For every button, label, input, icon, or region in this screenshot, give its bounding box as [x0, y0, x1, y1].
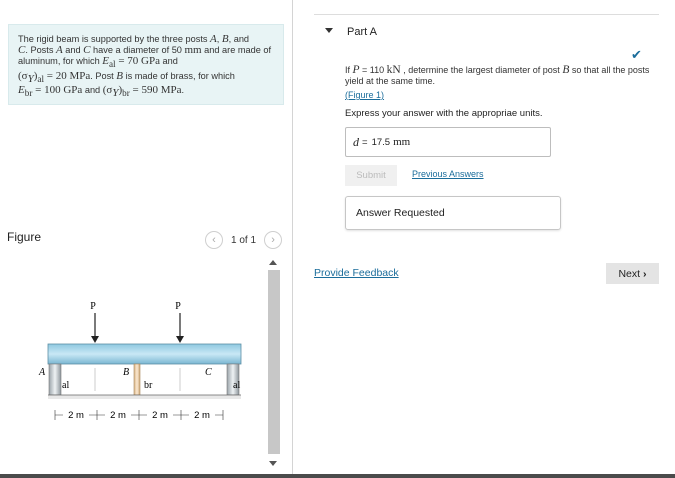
problem-text: . Posts	[25, 45, 56, 56]
chevron-right-icon[interactable]: ›	[264, 231, 282, 249]
value-Ebr: = 100 GPa	[32, 84, 83, 97]
value-Eal: = 70 GPa	[115, 55, 160, 68]
var-A: A	[210, 33, 217, 45]
chevron-left-icon[interactable]: ‹	[205, 231, 223, 249]
var-B: B	[562, 64, 570, 76]
paren: )	[118, 84, 123, 97]
problem-text: ,	[216, 34, 222, 44]
dimension-1: 2 m	[68, 410, 84, 421]
answer-requested-button[interactable]: Answer Requested	[345, 196, 561, 230]
submit-button[interactable]: Submit	[345, 165, 397, 186]
var-E: E	[18, 84, 25, 97]
problem-text: . Post	[90, 70, 117, 81]
question-fragment: If	[345, 65, 353, 75]
question-fragment: , determine the largest diameter of post	[400, 65, 563, 75]
answer-value: 17.5	[371, 136, 391, 148]
load-label-p2: P	[175, 301, 181, 312]
subscript: br	[24, 88, 33, 99]
column-divider	[292, 0, 293, 478]
problem-text: The rigid beam is supported by the three posts	[18, 34, 211, 44]
subscript: al	[37, 73, 44, 84]
answer-variable: d	[353, 134, 359, 149]
arrow-down-icon	[176, 336, 184, 343]
answer-equals: =	[362, 136, 368, 148]
problem-text: and are made of aluminum, for which	[18, 45, 272, 67]
rigid-beam	[48, 344, 241, 364]
scroll-up-icon[interactable]	[269, 260, 277, 265]
label-al-2: al	[233, 380, 241, 391]
instruction-text: Express your answer with the appropriae units.	[345, 108, 543, 119]
subscript: al	[108, 59, 116, 70]
scroll-thumb[interactable]	[268, 270, 280, 454]
figure-count: 1 of 1	[231, 234, 257, 246]
post-a	[49, 364, 61, 395]
unit-kN: kN	[386, 64, 401, 76]
unit-mm: mm	[184, 44, 202, 57]
figure-scrollbar[interactable]	[266, 256, 283, 470]
post-b	[134, 364, 140, 395]
label-al-1: al	[62, 380, 70, 391]
load-label-p1: P	[90, 301, 96, 312]
dimension-4: 2 m	[194, 410, 210, 421]
part-a-header[interactable]	[314, 14, 659, 62]
beam-figure	[28, 296, 258, 426]
dimension-2: 2 m	[110, 410, 126, 421]
var-E: E	[102, 55, 109, 68]
question-fragment: = 110	[359, 65, 387, 75]
next-label: Next	[618, 267, 641, 280]
chevron-right-icon: ›	[643, 267, 647, 280]
problem-text: , and	[228, 34, 250, 44]
subscript: br	[122, 88, 130, 99]
figure-heading: Figure	[7, 230, 42, 244]
answer-unit: mm	[393, 136, 411, 148]
var-P: P	[352, 64, 360, 76]
provide-feedback-link[interactable]: Provide Feedback	[314, 267, 399, 279]
problem-statement	[8, 24, 284, 105]
value-sigma-br: = 590 MPa	[129, 84, 182, 97]
paren: )	[33, 69, 38, 82]
var-C: C	[18, 44, 26, 57]
problem-text: is made of brass, for which	[123, 70, 235, 81]
problem-text: and	[160, 56, 178, 67]
figure-link[interactable]: (Figure 1)	[345, 90, 385, 100]
sigma: (σ	[18, 69, 28, 82]
label-c: C	[205, 367, 212, 378]
problem-text: and	[82, 85, 103, 96]
collapse-caret-icon[interactable]	[325, 28, 333, 33]
part-title: Part A	[347, 26, 377, 38]
question-text	[345, 65, 657, 87]
bottom-bar	[0, 474, 675, 478]
checkmark-icon: ✔	[631, 47, 642, 62]
arrow-down-icon	[91, 336, 99, 343]
scroll-down-icon[interactable]	[269, 461, 277, 466]
var-B: B	[116, 69, 124, 82]
value-sigma-al: = 20 MPa	[44, 69, 91, 82]
label-br: br	[144, 380, 153, 391]
ground	[48, 395, 241, 399]
figure-nav	[205, 231, 282, 249]
problem-text: have a diameter of 50	[90, 45, 185, 56]
question-fragment: so that all the posts yield at the same time.	[345, 65, 650, 86]
problem-text: .	[181, 85, 185, 96]
previous-answers-link[interactable]: Previous Answers	[412, 169, 484, 179]
var-A: A	[55, 44, 63, 57]
subscript: Y	[27, 72, 34, 85]
answer-field[interactable]	[345, 127, 551, 157]
dimension-3: 2 m	[152, 410, 168, 421]
var-B: B	[221, 33, 229, 45]
subscript: Y	[112, 87, 119, 100]
label-a: A	[39, 367, 46, 378]
next-button[interactable]	[606, 263, 659, 284]
var-C: C	[83, 44, 91, 57]
problem-text: and	[62, 45, 84, 56]
label-b: B	[123, 367, 130, 378]
sigma: (σ	[102, 84, 113, 97]
